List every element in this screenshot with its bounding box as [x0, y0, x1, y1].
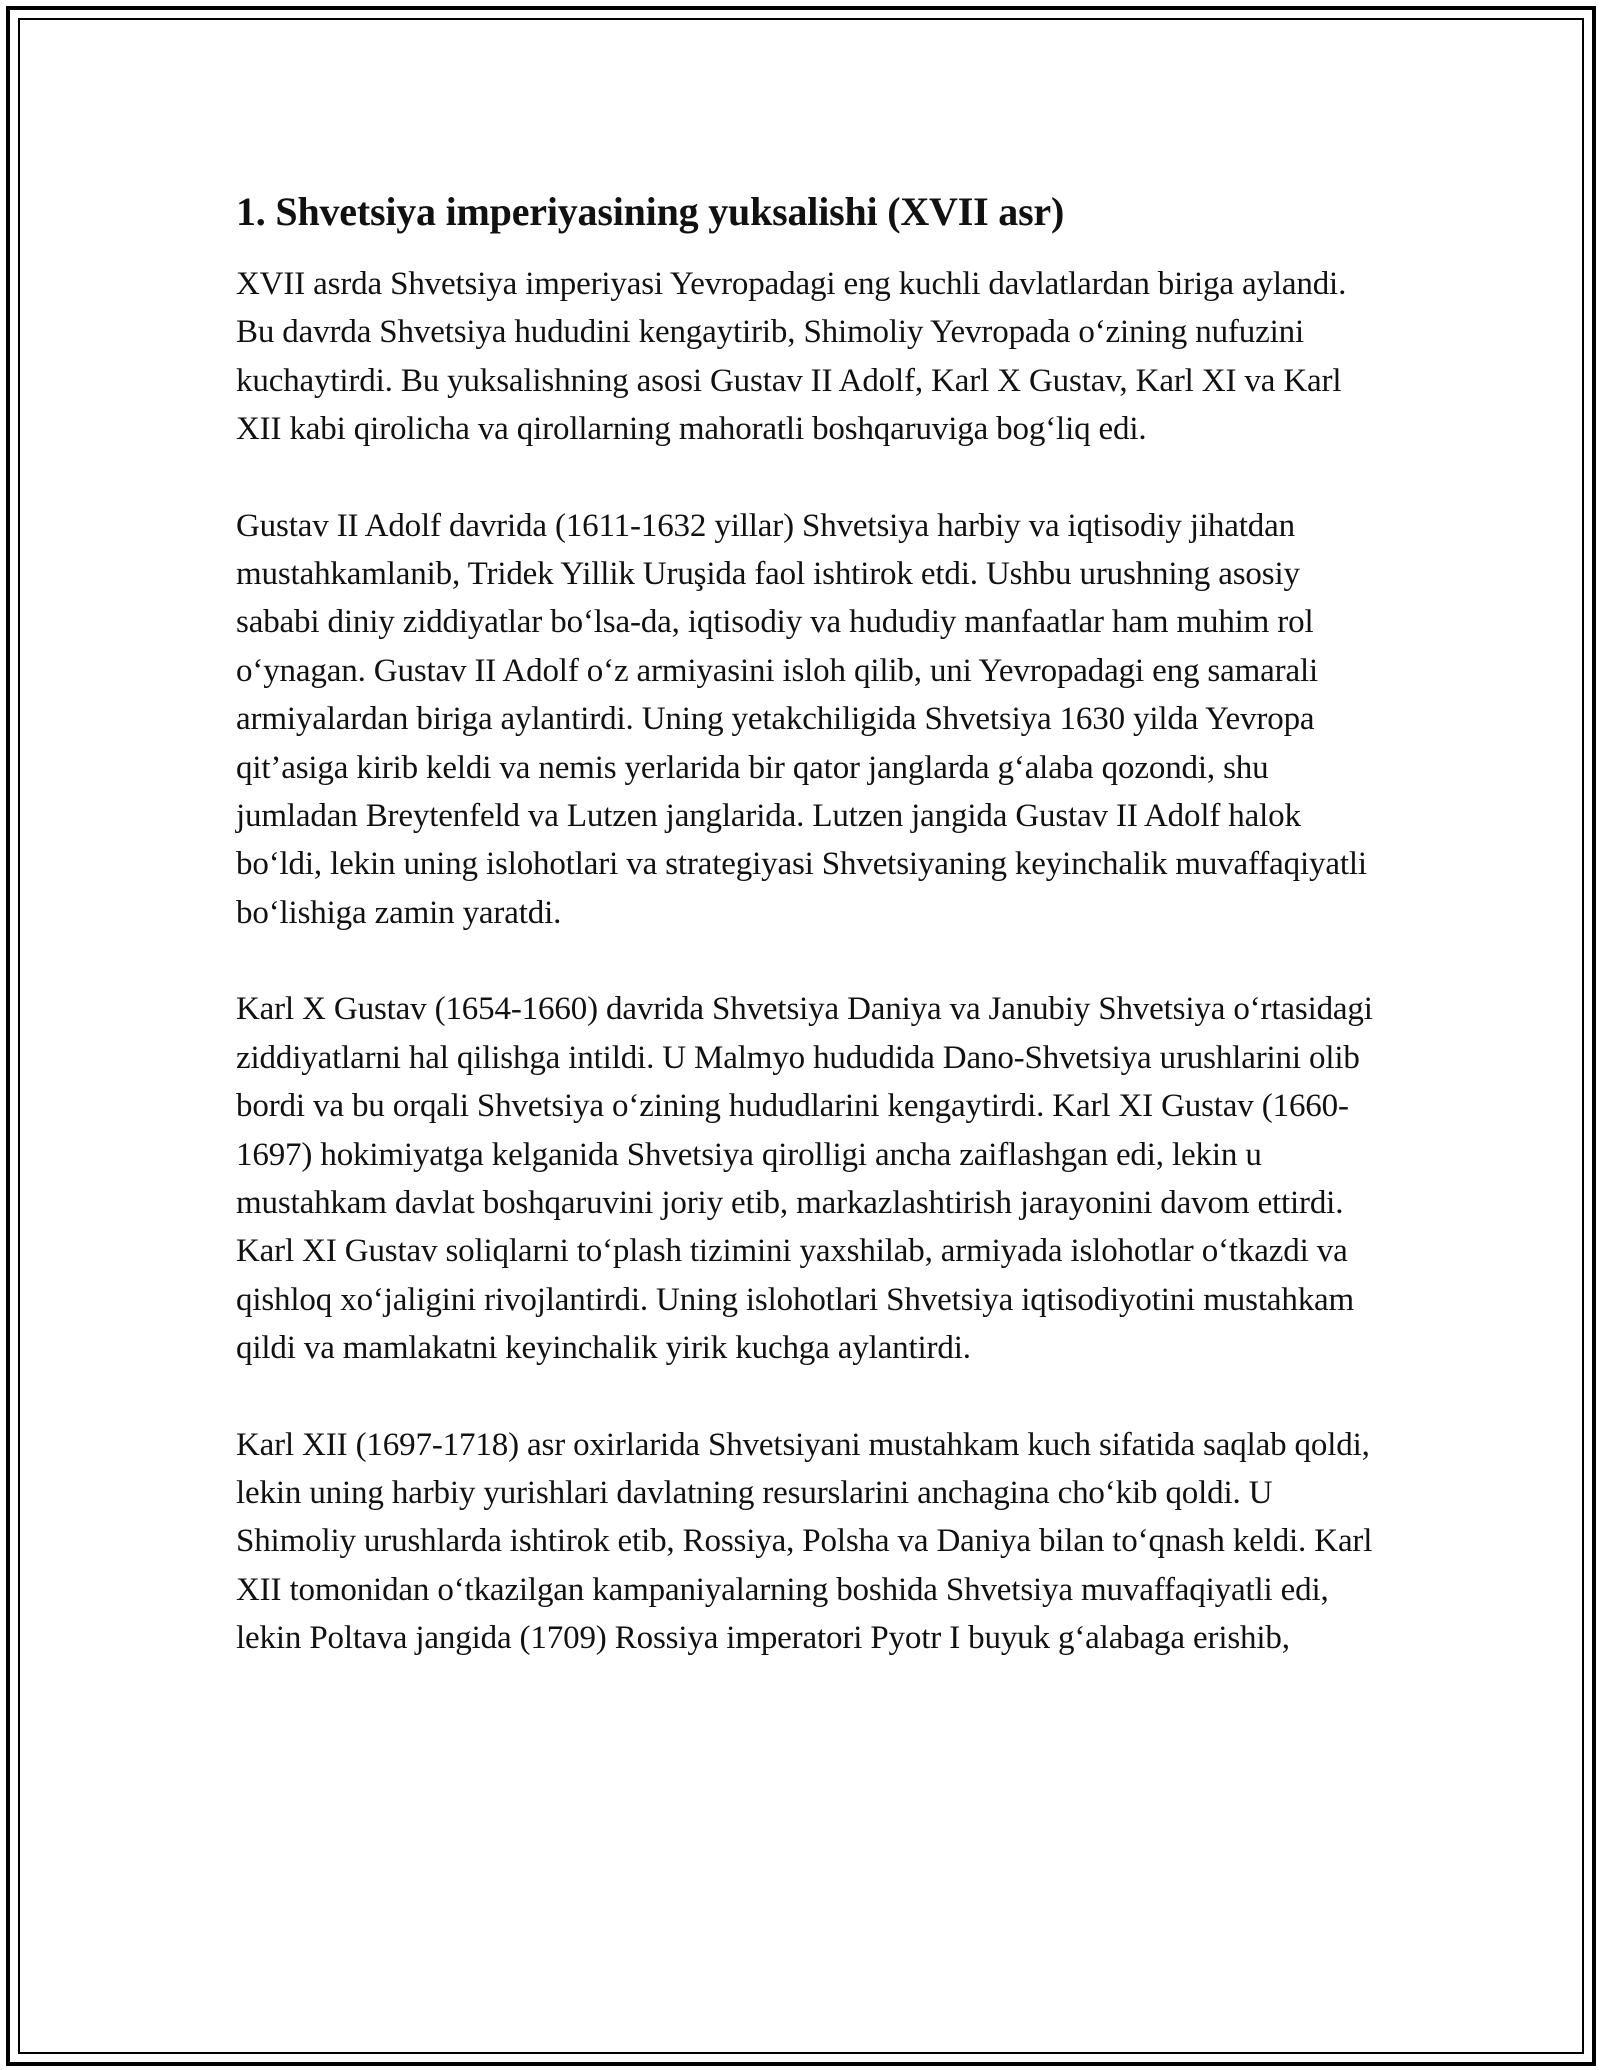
- document-body: [236, 186, 1386, 1711]
- paragraph-gustav-ii-adolf: Gustav II Adolf davrida (1611-1632 yillar) Shvetsiya harbiy va iqtisodiy jihatdan mustahkamlanib, Tridek Yillik Uruşida faol ishtirok etdi. Ushbu urushning asosiy sababi diniy ziddiyatlar bo‘lsa-da, iqtisodiy va hududiy manfaatlar ham muhim rol o‘ynagan. Gustav II Adolf o‘z armiyasini isloh qilib, uni Yevropadagi eng samarali armiyalardan biriga aylantirdi. Uning yetakchiligida Shvetsiya 1630 yilda Yevropa qit’asiga kirib keldi va nemis yerlarida bir qator janglarda g‘alaba qozondi, shu jumladan Breytenfeld va Lutzen janglarida. Lutzen jangida Gustav II Adolf halok bo‘ldi, lekin uning islohotlari va strategiyasi Shvetsiyaning keyinchalik muvaffaqiyatli bo‘lishiga zamin yaratdi.: [236, 507, 1367, 931]
- paragraph-karl-xii: Karl XII (1697-1718) asr oxirlarida Shvetsiyani mustahkam kuch sifatida saqlab qoldi, lekin uning harbiy yurishlari davlatning resurslarini anchagina cho‘kib qoldi. U Shimoliy urushlarda ishtirok etib, Rossiya, Polsha va Daniya bilan to‘qnash keldi. Karl XII tomonidan o‘tkazilgan kampaniyalarning boshida Shvetsiya muvaffaqiyatli edi, lekin Poltava jangida (1709) Rossiya imperatori Pyotr I buyuk g‘alabaga erishib,: [236, 1426, 1373, 1657]
- section-heading: 1. Shvetsiya imperiyasining yuksalishi (XVII asr): [236, 189, 1065, 234]
- paragraph-intro: XVII asrda Shvetsiya imperiyasi Yevropadagi eng kuchli davlatlardan biriga aylandi. Bu davrda Shvetsiya hududini kengaytirib, Shimoliy Yevropada o‘zining nufuzini kuchaytirdi. Bu yuksalishning asosi Gustav II Adolf, Karl X Gustav, Karl XI va Karl XII kabi qirolicha va qirollarning mahoratli boshqaruviga bog‘liq edi.: [236, 266, 1347, 448]
- paragraph-karl-x-and-xi: Karl X Gustav (1654-1660) davrida Shvetsiya Daniya va Janubiy Shvetsiya o‘rtasidagi ziddiyatlarni hal qilishga intildi. U Malmyo hududida Dano-Shvetsiya urushlarini olib bordi va bu orqali Shvetsiya o‘zining hududlarini kengaytirdi. Karl XI Gustav (1660-1697) hokimiyatga kelganida Shvetsiya qirolligi ancha zaiflashgan edi, lekin u mustahkam davlat boshqaruvini joriy etib, markazlashtirish jarayonini davom ettirdi. Karl XI Gustav soliqlarni to‘plash tizimini yaxshilab, armiyada islohotlar o‘tkazdi va qishloq xo‘jaligini rivojlantirdi. Uning islohotlari Shvetsiya iqtisodiyotini mustahkam qildi va mamlakatni keyinchalik yirik kuchga aylantirdi.: [236, 991, 1373, 1367]
